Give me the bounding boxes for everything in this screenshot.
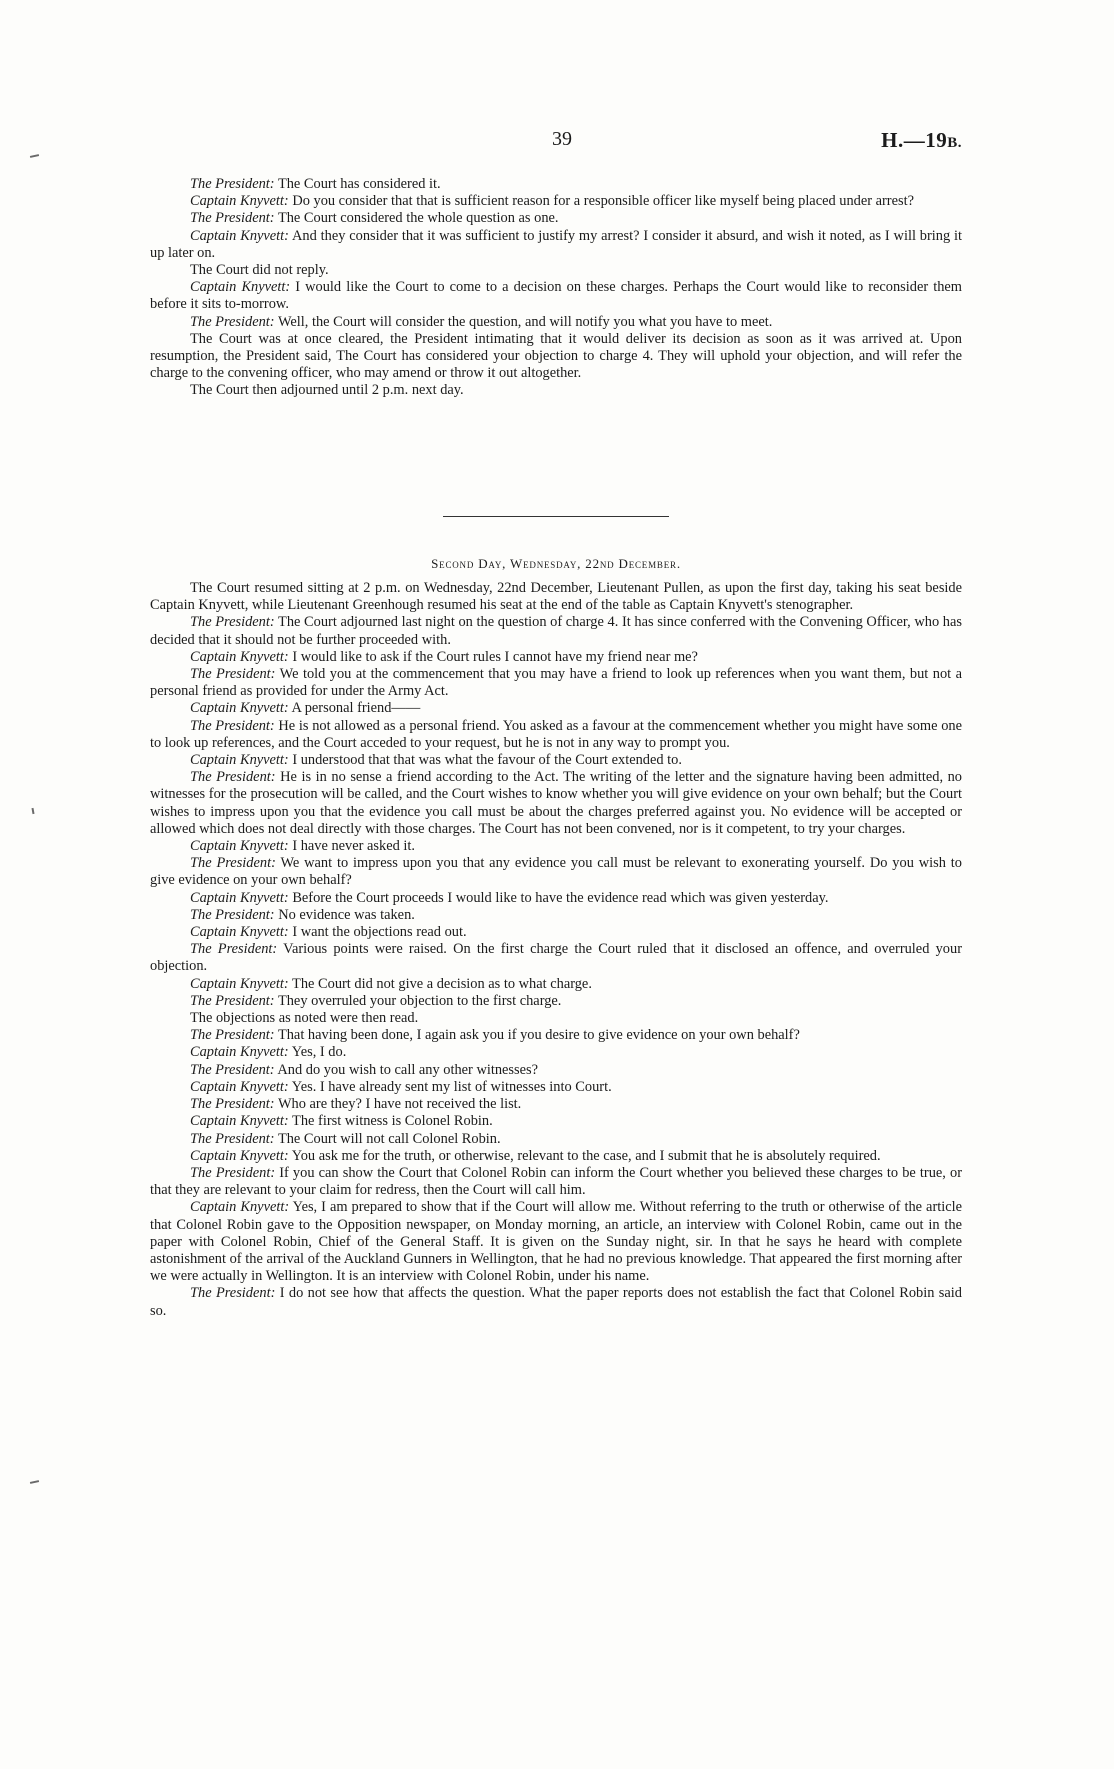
transcript-paragraph xyxy=(150,1096,962,1113)
speaker-label: The President: xyxy=(190,1027,275,1044)
transcript-paragraph xyxy=(150,1027,962,1044)
paragraph-text: I understood that that was what the favour of the Court extended to. xyxy=(288,752,682,769)
page-header xyxy=(150,128,962,152)
speaker-label: Captain Knyvett: xyxy=(190,193,289,210)
paragraph-text: The Court will not call Colonel Robin. xyxy=(274,1130,501,1147)
transcript-paragraph xyxy=(150,666,962,700)
paragraph-text: The Court did not reply. xyxy=(190,262,329,279)
paragraph-text: The Court considered the whole question as one. xyxy=(274,210,559,227)
speaker-label: The President: xyxy=(190,769,276,786)
paragraph-text: The Court was at once cleared, the President intimating that it would deliver its decision as soon as it was arrived at. Upon resumption, the President said, The Court has considered your objection to charge 4. They will uphold your objection, and will refer the charge to the convening officer, who may amend or throw it out altogether. xyxy=(150,330,962,382)
paragraph-text: Before the Court proceeds I would like to have the evidence read which was given yesterday. xyxy=(288,889,829,906)
paragraph-text: I have never asked it. xyxy=(288,838,415,855)
paragraph-text: The Court has considered it. xyxy=(274,176,441,192)
speaker-label: The President: xyxy=(190,313,275,330)
transcript-paragraph xyxy=(150,907,962,924)
section-heading: Second Day, Wednesday, 22nd December. xyxy=(431,556,681,571)
paragraph-text: That having been done, I again ask you if you desire to give evidence on your own behalf? xyxy=(274,1027,800,1044)
transcript-paragraph xyxy=(150,331,962,383)
proceedings-first-day xyxy=(150,176,962,400)
speaker-label: Captain Knyvett: xyxy=(190,227,289,244)
paragraph-text: Who are they? I have not received the list. xyxy=(274,1096,522,1113)
margin-mark xyxy=(30,1480,39,1484)
paragraph-text: They overruled your objection to the first charge. xyxy=(274,992,562,1009)
transcript-paragraph xyxy=(150,1165,962,1199)
paragraph-text: Yes, I am prepared to show that if the Court will allow me. Without referring to the truth or otherwise of the article that Colonel Robin gave to the Opposition newspaper, on Monday morning, an article, an interview with Colonel Robin, came out in the paper with Colonel Robin, Chief of the General Staff. It is given on the Sunday night, sir. In that he says he heard with complete astonishment of the arrival of the Auckland Gunners in Wellington, that he had no previous knowledge. That appeared the first morning after we were actually in Wellington. It is an interview with Colonel Robin, under his name. xyxy=(150,1199,963,1285)
speaker-label: Captain Knyvett: xyxy=(190,889,289,906)
transcript-paragraph xyxy=(150,700,962,717)
transcript-paragraph xyxy=(150,193,962,210)
paragraph-text: Yes, I do. xyxy=(288,1044,347,1061)
speaker-label: Captain Knyvett: xyxy=(190,1199,290,1216)
paragraph-text: The Court resumed sitting at 2 p.m. on Wednesday, 22nd December, Lieutenant Pullen, as upon the first day, taking his seat beside Captain Knyvett, while Lieutenant Greenhough resumed his seat at the end of the table as Captain Knyvett's stenographer. xyxy=(150,580,962,614)
paragraph-text: I would like to ask if the Court rules I cannot have my friend near me? xyxy=(288,648,698,665)
paragraph-text: Yes. I have already sent my list of witnesses into Court. xyxy=(288,1078,612,1095)
transcript-paragraph xyxy=(150,614,962,648)
transcript-paragraph xyxy=(150,769,962,838)
speaker-label: Captain Knyvett: xyxy=(190,1147,289,1164)
speaker-label: The President: xyxy=(190,1096,275,1113)
transcript-paragraph xyxy=(150,718,962,752)
document-reference-suffix: B. xyxy=(947,135,962,151)
transcript-paragraph xyxy=(150,262,962,279)
document-reference xyxy=(881,128,962,153)
transcript-paragraph xyxy=(150,838,962,855)
paragraph-text: And they consider that it was sufficient to justify my arrest? I consider it absurd, and wish it noted, as I will bring it up later on. xyxy=(150,227,962,261)
paragraph-text: I want the objections read out. xyxy=(288,924,467,941)
transcript-paragraph xyxy=(150,1079,962,1096)
paragraph-text: Do you consider that that is sufficient reason for a responsible officer like myself being placed under arrest? xyxy=(288,193,914,210)
speaker-label: The President: xyxy=(190,210,275,227)
speaker-label: The President: xyxy=(190,855,276,872)
speaker-label: Captain Knyvett: xyxy=(190,1044,289,1061)
paragraph-text: Well, the Court will consider the question, and will notify you what you have to meet. xyxy=(274,313,773,330)
transcript-paragraph xyxy=(150,382,962,399)
speaker-label: The President: xyxy=(190,906,275,923)
paragraph-text: He is in no sense a friend according to the Act. The writing of the letter and the signature having been admitted, no witnesses for the prosecution will be called, and the Court wishes to know whether you will give evidence on your own behalf; but the Court wishes to impress upon you that the evidence you call must be about the charges preferred against you. No evidence will be accepted or allowed which does not deal directly with those charges. The Court has not been convened, nor is it competent, to try your charges. xyxy=(150,769,962,837)
speaker-label: Captain Knyvett: xyxy=(190,752,289,769)
speaker-label: Captain Knyvett: xyxy=(190,1078,289,1095)
transcript-paragraph xyxy=(150,176,962,193)
paragraph-text: And do you wish to call any other witnesses? xyxy=(274,1061,538,1078)
paragraph-text: We want to impress upon you that any evidence you call must be relevant to exonerating yourself. Do you wish to give evidence on your own behalf? xyxy=(150,855,962,889)
transcript-paragraph xyxy=(150,890,962,907)
transcript-paragraph xyxy=(150,1113,962,1130)
speaker-label: Captain Knyvett: xyxy=(190,279,291,296)
transcript-paragraph xyxy=(150,924,962,941)
speaker-label: The President: xyxy=(190,941,278,958)
margin-mark xyxy=(31,808,34,814)
speaker-label: Captain Knyvett: xyxy=(190,1113,289,1130)
paragraph-text: The Court did not give a decision as to what charge. xyxy=(288,975,592,992)
transcript-paragraph xyxy=(150,976,962,993)
speaker-label: The President: xyxy=(190,176,275,192)
speaker-label: The President: xyxy=(190,666,276,683)
transcript-paragraph xyxy=(150,855,962,889)
transcript-paragraph xyxy=(150,580,962,614)
document-reference-main: H.—19 xyxy=(881,128,948,152)
speaker-label: The President: xyxy=(190,1164,276,1181)
transcript-paragraph xyxy=(150,1010,962,1027)
speaker-label: Captain Knyvett: xyxy=(190,975,289,992)
paragraph-text: You ask me for the truth, or otherwise, relevant to the case, and I submit that he is absolutely required. xyxy=(288,1147,881,1164)
speaker-label: The President: xyxy=(190,992,275,1009)
transcript-paragraph xyxy=(150,1131,962,1148)
transcript-paragraph xyxy=(150,1199,962,1285)
paragraph-text: The first witness is Colonel Robin. xyxy=(288,1113,493,1130)
paragraph-text: I do not see how that affects the question. What the paper reports does not establish the fact that Colonel Robin said so. xyxy=(150,1285,962,1319)
speaker-label: The President: xyxy=(190,1130,275,1147)
transcript-paragraph xyxy=(150,1044,962,1061)
page-number: 39 xyxy=(552,128,572,150)
speaker-label: The President: xyxy=(190,1285,276,1302)
proceedings-second-day xyxy=(150,580,962,1320)
speaker-label: The President: xyxy=(190,1061,275,1078)
paragraph-text: The objections as noted were then read. xyxy=(190,1010,419,1027)
transcript-paragraph xyxy=(150,210,962,227)
paragraph-text: Various points were raised. On the first charge the Court ruled that it disclosed an offence, and overruled your objection. xyxy=(150,941,962,975)
paragraph-text: The Court adjourned last night on the question of charge 4. It has since conferred with the Convening Officer, who has decided that it should not be further proceeded with. xyxy=(150,614,962,648)
section-divider xyxy=(443,516,669,517)
transcript-paragraph xyxy=(150,1062,962,1079)
transcript-paragraph xyxy=(150,752,962,769)
transcript-paragraph xyxy=(150,314,962,331)
speaker-label: Captain Knyvett: xyxy=(190,838,289,855)
transcript-paragraph xyxy=(150,941,962,975)
transcript-paragraph xyxy=(150,993,962,1010)
paragraph-text: We told you at the commencement that you may have a friend to look up references when you want them, but not a personal friend as provided for under the Army Act. xyxy=(150,666,962,700)
transcript-paragraph xyxy=(150,228,962,262)
speaker-label: The President: xyxy=(190,614,275,631)
speaker-label: The President: xyxy=(190,717,275,734)
paragraph-text: If you can show the Court that Colonel Robin can inform the Court whether you believed these charges to be true, or that they are relevant to your claim for redress, then the Court will call him. xyxy=(150,1164,962,1199)
speaker-label: Captain Knyvett: xyxy=(190,648,289,665)
paragraph-text: The Court then adjourned until 2 p.m. next day. xyxy=(190,382,464,399)
paragraph-text: He is not allowed as a personal friend. You asked as a favour at the commencement whether you might have some one to look up references, and the Court acceded to your request, but he is not in any way to prompt you. xyxy=(150,717,962,751)
margin-mark xyxy=(30,154,39,158)
speaker-label: Captain Knyvett: xyxy=(190,700,289,717)
transcript-paragraph xyxy=(150,649,962,666)
transcript-paragraph xyxy=(150,1285,962,1319)
paragraph-text: No evidence was taken. xyxy=(274,906,415,923)
paragraph-text: I would like the Court to come to a decision on these charges. Perhaps the Court would like to reconsider them before it sits to-morrow. xyxy=(150,279,962,313)
speaker-label: Captain Knyvett: xyxy=(190,924,289,941)
transcript-paragraph xyxy=(150,279,962,313)
paragraph-text: A personal friend—— xyxy=(288,700,421,717)
transcript-paragraph xyxy=(150,1148,962,1165)
